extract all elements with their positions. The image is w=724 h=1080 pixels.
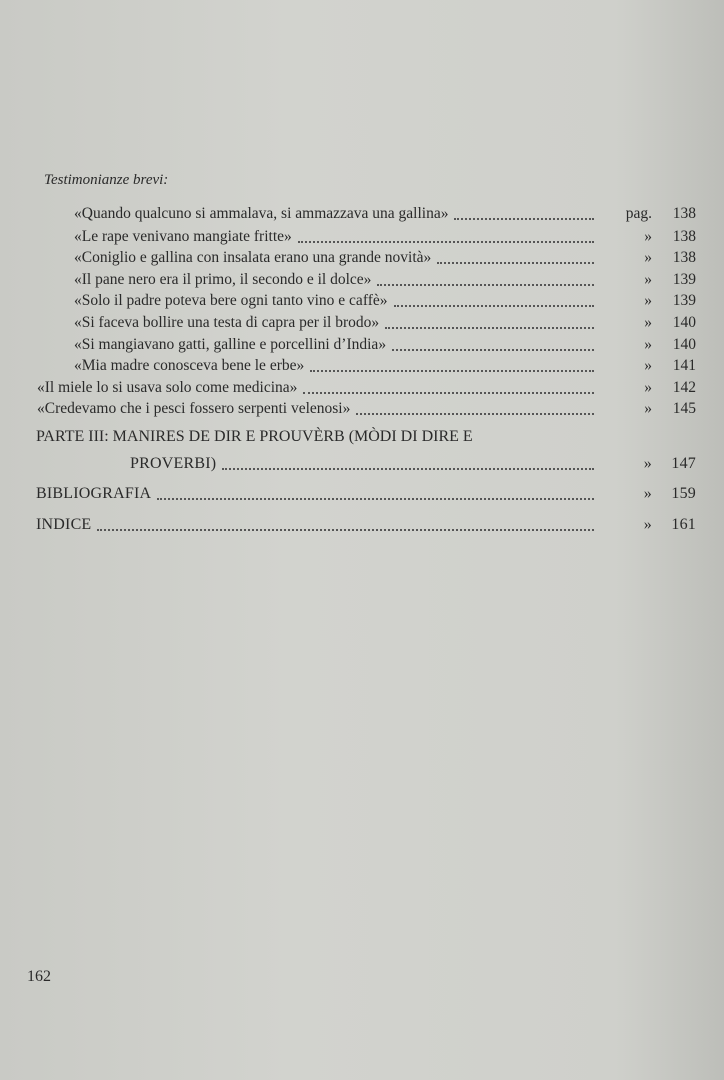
page-ref-number: 141 — [672, 357, 696, 374]
toc-entry-title: «Mia madre conosceva bene le erbe» — [74, 357, 305, 374]
dot-leader — [437, 262, 594, 264]
toc-entry — [74, 205, 696, 225]
toc-entry-title: «Si mangiavano gatti, galline e porcellini d’India» — [74, 336, 387, 353]
dot-leader — [377, 284, 594, 286]
page-ref-prefix: » — [644, 249, 652, 266]
toc-entry — [74, 292, 696, 312]
dot-leader — [298, 241, 594, 243]
page-ref-number: 147 — [671, 455, 696, 472]
page-ref-prefix: » — [643, 485, 652, 502]
page-ref-number: 145 — [672, 400, 696, 417]
page-ref-number: 140 — [672, 314, 696, 331]
page-ref-prefix: » — [644, 292, 652, 309]
section-heading: Testimonianze brevi: — [44, 172, 169, 188]
page-ref-number: 139 — [672, 292, 696, 309]
page-ref-prefix: » — [644, 336, 652, 353]
page-ref-number: 142 — [672, 379, 696, 396]
dot-leader — [157, 498, 594, 500]
page-ref-number: 138 — [672, 228, 696, 245]
page-ref-number: 138 — [672, 205, 696, 222]
toc-entry-title: «Quando qualcuno si ammalava, si ammazzava una gallina» — [74, 205, 449, 222]
toc-entry-title: «Il miele lo si usava solo come medicina» — [37, 379, 298, 396]
page-ref-prefix: » — [644, 400, 652, 417]
indice-title: INDICE — [36, 516, 92, 533]
dot-leader — [310, 370, 594, 372]
toc-entry-title: «Si faceva bollire una testa di capra per il brodo» — [74, 314, 380, 331]
toc-entry — [74, 271, 696, 291]
toc-entry-title: «Le rape venivano mangiate fritte» — [74, 228, 292, 245]
toc-entry — [74, 228, 696, 248]
page-ref-number: 161 — [671, 516, 696, 533]
dot-leader — [385, 327, 594, 329]
toc-entry-title: «Credevamo che i pesci fossero serpenti velenosi» — [37, 400, 351, 417]
page-ref-number: 139 — [672, 271, 696, 288]
toc-entry — [37, 400, 696, 420]
dot-leader — [222, 468, 594, 470]
toc-entry-title: «Solo il padre poteva bere ogni tanto vino e caffè» — [74, 292, 388, 309]
page-ref-prefix: » — [643, 455, 652, 472]
toc-entry-bibliografia — [36, 485, 696, 505]
toc-entry — [74, 314, 696, 334]
page-ref-number: 140 — [672, 336, 696, 353]
toc-entry — [74, 336, 696, 356]
bibliografia-title: BIBLIOGRAFIA — [36, 485, 152, 502]
dot-leader — [394, 305, 595, 307]
dot-leader — [356, 413, 594, 415]
dot-leader — [97, 529, 594, 531]
page-number: 162 — [27, 968, 51, 985]
page-ref-number: 159 — [671, 485, 696, 502]
toc-entry-indice — [36, 516, 696, 536]
part3-title-line2: PROVERBI) — [130, 455, 217, 472]
page-ref-prefix: » — [643, 516, 652, 533]
toc-entry-title: «Coniglio e gallina con insalata erano una grande novità» — [74, 249, 432, 266]
toc-entry — [74, 249, 696, 269]
page-ref-prefix: » — [644, 228, 652, 245]
part3-title-line1: PARTE III: MANIRES DE DIR E PROUVÈRB (MÒDI DI DIRE E — [36, 428, 473, 445]
dot-leader — [454, 218, 594, 220]
page-ref-prefix: » — [644, 271, 652, 288]
dot-leader — [392, 349, 594, 351]
dot-leader — [303, 392, 594, 394]
page-ref-prefix: » — [644, 314, 652, 331]
toc-entry — [37, 379, 696, 399]
page-ref-prefix: » — [644, 379, 652, 396]
toc-entry-part3 — [130, 455, 696, 475]
page-ref-prefix: pag. — [625, 205, 652, 222]
page-ref-prefix: » — [644, 357, 652, 374]
page-ref-number: 138 — [672, 249, 696, 266]
toc-entry — [74, 357, 696, 377]
toc-entry-title: «Il pane nero era il primo, il secondo e il dolce» — [74, 271, 372, 288]
